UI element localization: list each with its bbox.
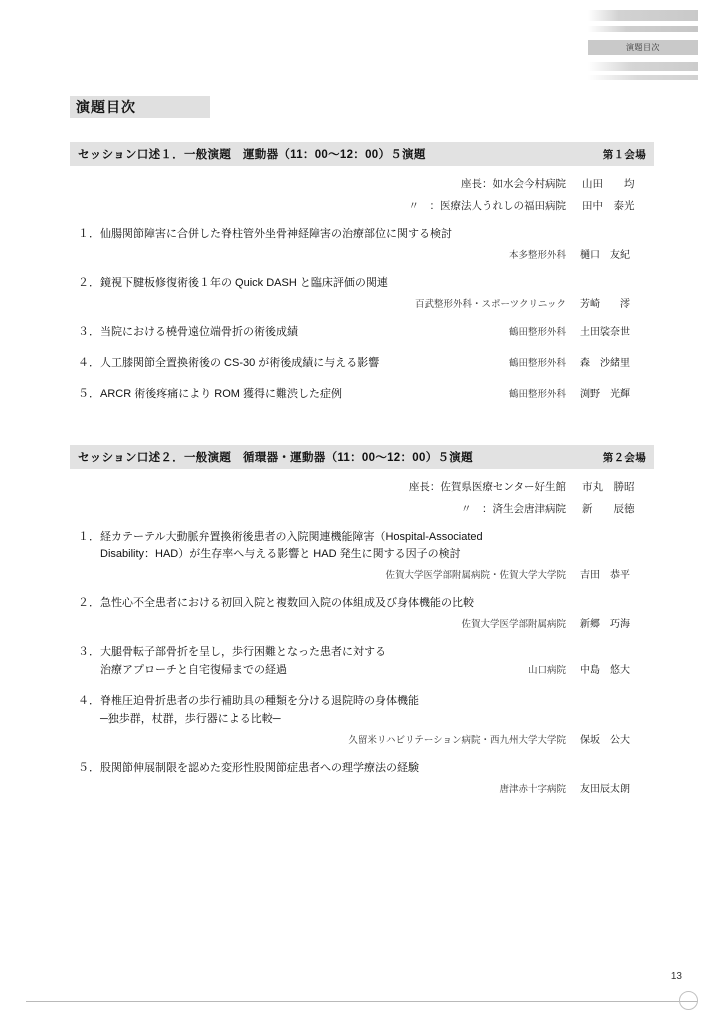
talk-presenter-name: 樋口 友紀 [580,250,630,262]
talk-number: ４． [78,695,100,708]
chair-name: 山田 均 [582,178,635,190]
talk-presenter-name: 友田辰太朗 [580,783,630,795]
chair-row [70,198,654,213]
talk-number: ４． [78,357,100,370]
chair-row [70,501,654,516]
talk-affiliation: 唐津赤十字病院 [499,783,566,795]
header-decoration-bar-4 [588,75,698,80]
talk-main-row [70,643,654,679]
talk-affiliation-row [100,615,654,630]
talk-presenter-name: 芳崎 澪 [580,299,630,311]
talk-number: ５． [78,761,100,774]
talk-title: 当院における橈骨遠位端骨折の術後成績 [100,326,298,339]
talk-entry [70,692,654,745]
talk-affiliation-row [100,731,654,746]
session-header [70,142,654,166]
chair-row [70,479,654,494]
talk-title-line: 急性心不全患者における初回入院と複数回入院の体組成及び身体機能の比較 [100,597,474,610]
talk-title [100,693,654,727]
header-decoration-bar-1 [588,10,698,21]
talk-entry [70,274,654,310]
header-decoration-bar-3 [588,62,698,71]
talk-title-line: 経カテーテル大動脈弁置換術後患者の入院関連機能障害（Hospital-Associated [100,531,483,544]
talk-entry [70,354,654,372]
session-room: 第１会場 [602,148,646,161]
talk-affiliation-row [509,323,654,338]
talk-title-line: ─独歩群，杖群，歩行器による比較─ [100,712,281,725]
talk-affiliation-row [100,780,654,795]
talk-number: ５． [78,388,100,401]
talk-affiliation: 山口病院 [527,665,566,677]
footer-divider [26,1001,698,1002]
session-header [70,445,654,469]
talk-affiliation: 鶴田整形外科 [508,389,566,401]
talk-presenter-name: 渕野 光輝 [580,389,630,401]
talk-affiliation: 百武整形外科・スポーツクリニック [415,299,566,311]
session-chairs [70,479,654,516]
talk-main-row [70,528,654,581]
chair-affiliation: 〃 ：医療法人うれしの福田病院 [408,200,566,212]
talk-single-line-row [100,323,654,341]
talk-title-line: 仙腸関節障害に合併した脊柱管外坐骨神経障害の治療部位に関する検討 [100,228,452,240]
talk-main-row [70,692,654,745]
talk-entry [70,759,654,795]
chair-name: 田中 泰光 [582,200,635,212]
talk-body [100,323,654,341]
talk-main-row [70,385,654,403]
talk-number: ３． [78,326,100,339]
talk-main-row [70,225,654,261]
talk-single-line-row [100,354,654,372]
talk-body [100,275,654,310]
talk-affiliation-row [509,354,654,369]
session-room: 第２会場 [602,451,646,464]
talk-main-row [70,323,654,341]
talk-affiliation: 佐賀大学医学部附属病院 [461,619,566,631]
talk-title-line: 鏡視下腱板修復術後１年の Quick DASH と臨床評価の関連 [100,277,388,290]
talk-presenter-name: 新郷 巧海 [580,619,630,631]
talk-presenter-name: 吉田 恭平 [580,570,630,582]
chair-name: 新 辰徳 [582,503,635,516]
talk-affiliation: 鶴田整形外科 [508,358,566,370]
talk-title: ARCR 術後疼痛により ROM 獲得に難渋した症例 [100,388,342,401]
session-title: セッション口述１．一般演題 運動器（11：00〜12：00）５演題 [78,149,426,161]
chair-affiliation: 座長：佐賀県医療センター好生館 [408,481,566,494]
talk-title [100,760,654,777]
talk-number: １． [78,531,100,544]
talk-entry [70,643,654,679]
talk-number: １． [78,228,100,240]
chair-row [70,176,654,191]
session-chairs [70,176,654,213]
talk-affiliation-row [100,566,654,581]
talk-title [100,595,654,612]
talk-body [100,529,654,581]
talk-entry [70,225,654,261]
talk-body [100,693,654,745]
talk-affiliation-row [528,661,654,676]
talk-body [100,760,654,795]
talk-body [100,385,654,403]
talk-body [100,226,654,261]
talk-entry [70,323,654,341]
header-decoration-bar-2 [588,26,698,32]
talk-affiliation-row [100,246,654,261]
talk-title [100,644,654,661]
talk-list [70,528,654,794]
talk-list [70,225,654,403]
talk-presenter-name: 森 沙緒里 [580,358,630,370]
sessions-container [70,142,654,837]
talk-number: ２． [78,277,100,290]
chair-name: 市丸 勝昭 [582,481,635,494]
session-title: セッション口述２．一般演題 循環器・運動器（11：00〜12：00）５演題 [78,452,473,465]
talk-title-line: Disability：HAD）が生存率へ与える影響と HAD 発生に関する因子の検討 [100,548,461,561]
talk-body [100,354,654,372]
talk-title-line: 治療アプローチと自宅復帰までの経過 [100,664,287,677]
footer-circle-decoration [679,991,698,1010]
talk-presenter-name: 土田裟奈世 [580,327,630,339]
talk-main-row [70,759,654,795]
talk-main-row [70,354,654,372]
talk-entry [70,385,654,403]
running-head: 演題目次 [588,40,698,55]
talk-number: ３． [78,646,100,659]
talk-body [100,595,654,630]
talk-affiliation: 久留米リハビリテーション病院・西九州大学大学院 [348,734,566,746]
talk-presenter-name: 保坂 公大 [580,734,630,746]
talk-title [100,275,654,292]
session-block [70,445,654,794]
talk-entry [70,594,654,630]
talk-main-row [70,594,654,630]
page-title: 演題目次 [76,99,136,115]
talk-affiliation: 佐賀大学医学部附属病院・佐賀大学大学院 [385,570,566,582]
talk-title-line: 大腿骨転子部骨折を呈し，歩行困難となった患者に対する [100,646,386,659]
talk-title [100,226,654,243]
chair-affiliation: 〃 ：済生会唐津病院 [461,503,566,516]
talk-title-line: 股関節伸展制限を認めた変形性股関節症患者への理学療法の経験 [100,761,419,774]
talk-title-line: 脊椎圧迫骨折患者の歩行補助具の種類を分ける退院時の身体機能 [100,695,419,708]
talk-entry [70,528,654,581]
talk-number: ２． [78,597,100,610]
session-block [70,142,654,403]
page-number: 13 [670,971,682,982]
page-title-banner [70,96,210,118]
chair-affiliation: 座長：如水会今村病院 [461,178,566,190]
talk-affiliation-row [509,385,654,400]
talk-main-row [70,274,654,310]
talk-affiliation: 鶴田整形外科 [508,327,566,339]
talk-title: 人工膝関節全置換術後の CS-30 が術後成績に与える影響 [100,357,380,370]
talk-title [100,529,654,563]
talk-affiliation: 本多整形外科 [508,250,566,262]
talk-body [100,644,654,679]
talk-single-line-row [100,385,654,403]
talk-affiliation-row [100,295,654,310]
talk-presenter-name: 中島 悠大 [580,665,630,677]
talk-last-line-row [100,661,654,679]
